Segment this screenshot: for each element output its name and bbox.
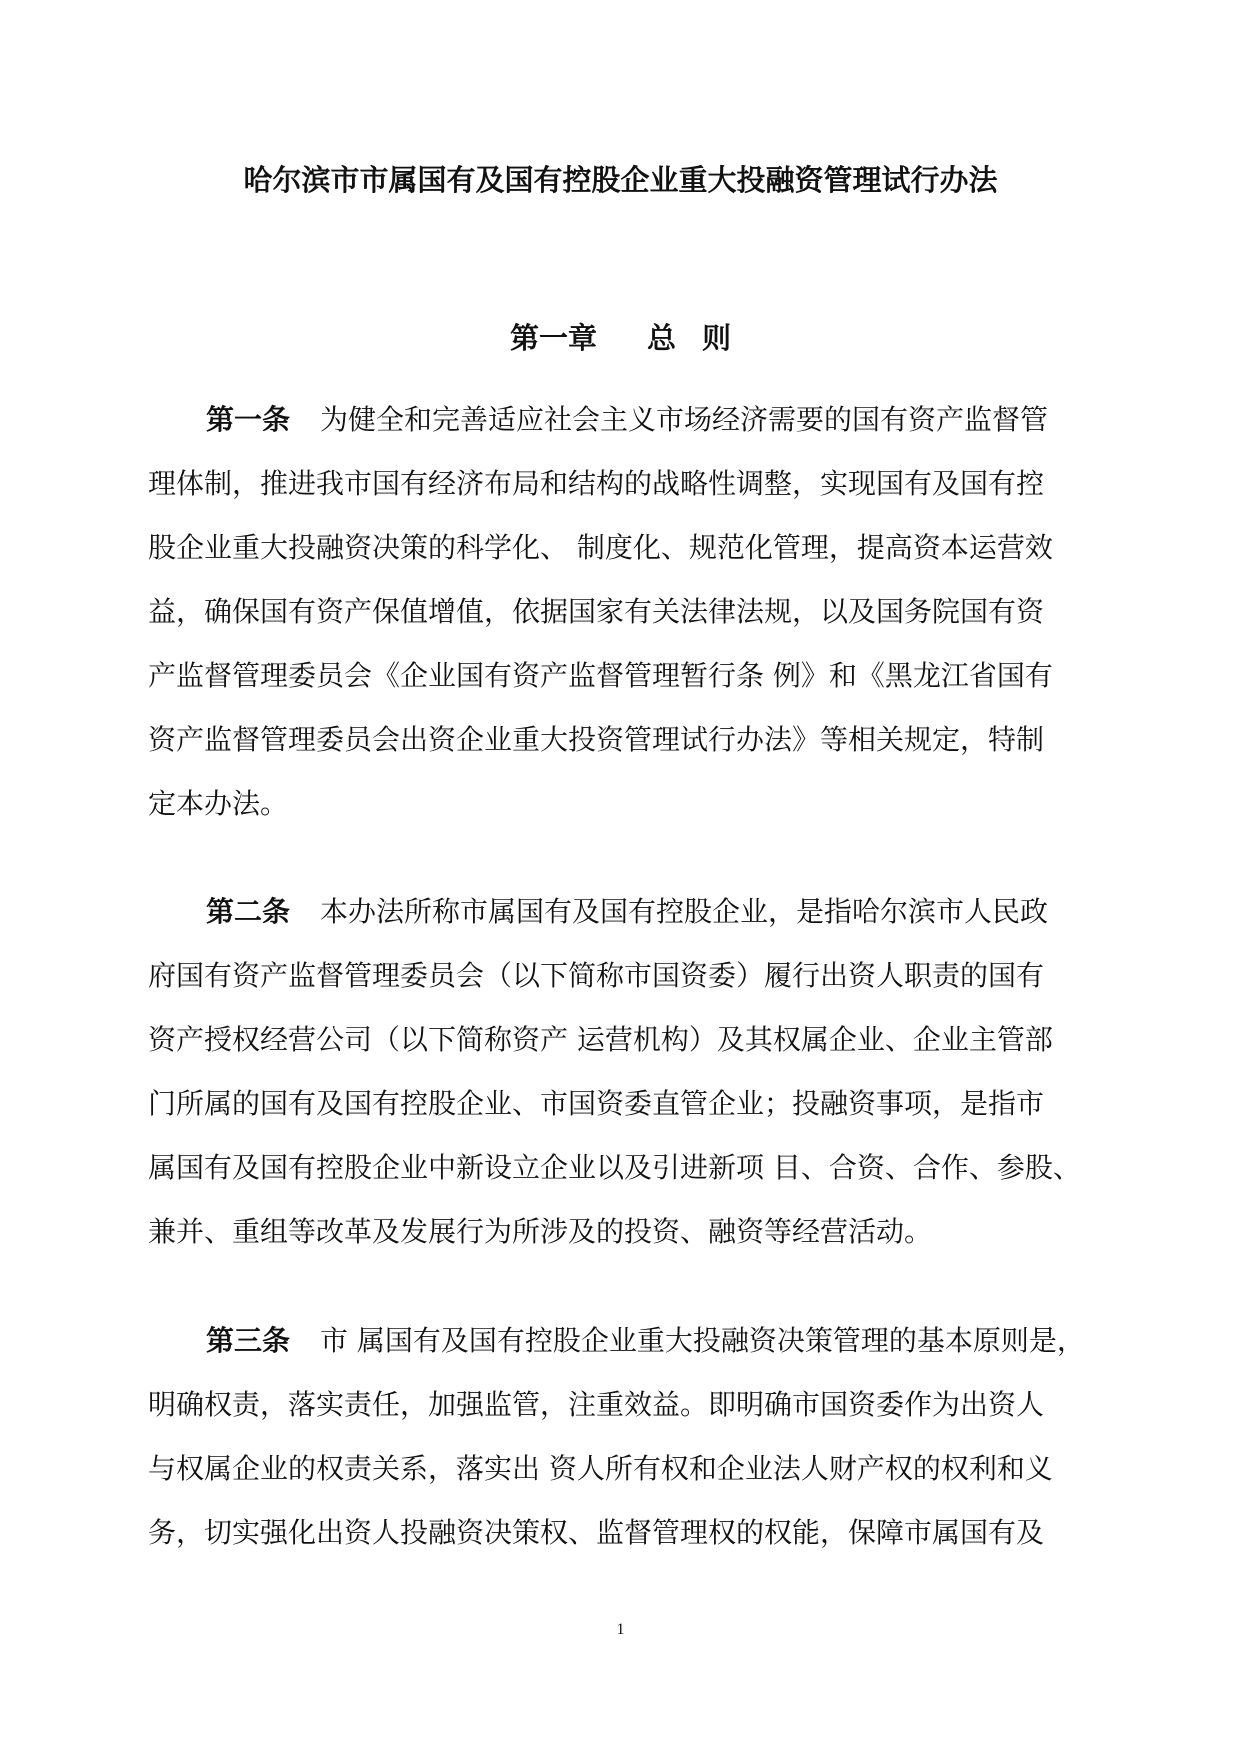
chapter-name-char-1: 总 xyxy=(646,321,676,355)
article-line: 定本办法。 xyxy=(148,787,289,820)
article-line: 务，切实强化出资人投融资决策权、监督管理权的权能，保障市属国有及 xyxy=(148,1516,1045,1549)
article-line xyxy=(148,1309,1088,1373)
article-line: 资产监督管理委员会出资企业重大投资管理试行办法》等相关规定，特制 xyxy=(148,723,1045,756)
article-1 xyxy=(148,388,1088,836)
article-line: 资产授权经营公司（以下简称资产 运营机构）及其权属企业、企业主管部 xyxy=(148,1023,1053,1056)
article-label: 第二条 xyxy=(206,895,291,928)
article-text: 市 属国有及国有控股企业重大投融资决策管理的基本原则是， xyxy=(320,1324,1085,1357)
article-line xyxy=(148,388,1088,452)
article-text: 本办法所称市属国有及国有控股企业，是指哈尔滨市人民政 xyxy=(320,895,1049,928)
article-line: 股企业重大投融资决策的科学化、 制度化、规范化管理，提高资本运营效 xyxy=(148,531,1053,564)
article-line: 理体制，推进我市国有经济布局和结构的战略性调整，实现国有及国有控 xyxy=(148,467,1045,500)
chapter-name-char-2: 则 xyxy=(702,321,732,355)
page-number: 1 xyxy=(616,1621,625,1638)
article-line: 府国有资产监督管理委员会（以下简称市国资委）履行出资人职责的国有 xyxy=(148,959,1045,992)
article-text: 为健全和完善适应社会主义市场经济需要的国有资产监督管 xyxy=(320,403,1049,436)
article-label: 第一条 xyxy=(206,403,291,436)
article-line: 门所属的国有及国有控股企业、市国资委直管企业；投融资事项，是指市 xyxy=(148,1087,1045,1120)
article-label: 第三条 xyxy=(206,1324,291,1357)
article-3 xyxy=(148,1309,1088,1565)
article-line: 与权属企业的权责关系，落实出 资人所有权和企业法人财产权的权利和义 xyxy=(148,1452,1053,1485)
article-line: 兼并、重组等改革及发展行为所涉及的投资、融资等经营活动。 xyxy=(148,1215,933,1248)
chapter-number: 第一章 xyxy=(509,321,597,355)
article-line xyxy=(148,880,1088,944)
article-line: 益，确保国有资产保值增值，依据国家有关法律法规，以及国务院国有资 xyxy=(148,595,1045,628)
article-line: 属国有及国有控股企业中新设立企业以及引进新项 目、合资、合作、参股、 xyxy=(148,1151,1081,1184)
article-line: 明确权责，落实责任，加强监管，注重效益。即明确市国资委作为出资人 xyxy=(148,1388,1045,1421)
chapter-heading xyxy=(0,318,1241,358)
document-title: 哈尔滨市市属国有及国有控股企业重大投融资管理试行办法 xyxy=(243,163,998,197)
article-2 xyxy=(148,880,1088,1264)
article-line: 产监督管理委员会《企业国有资产监督管理暂行条 例》和《黑龙江省国有 xyxy=(148,659,1053,692)
